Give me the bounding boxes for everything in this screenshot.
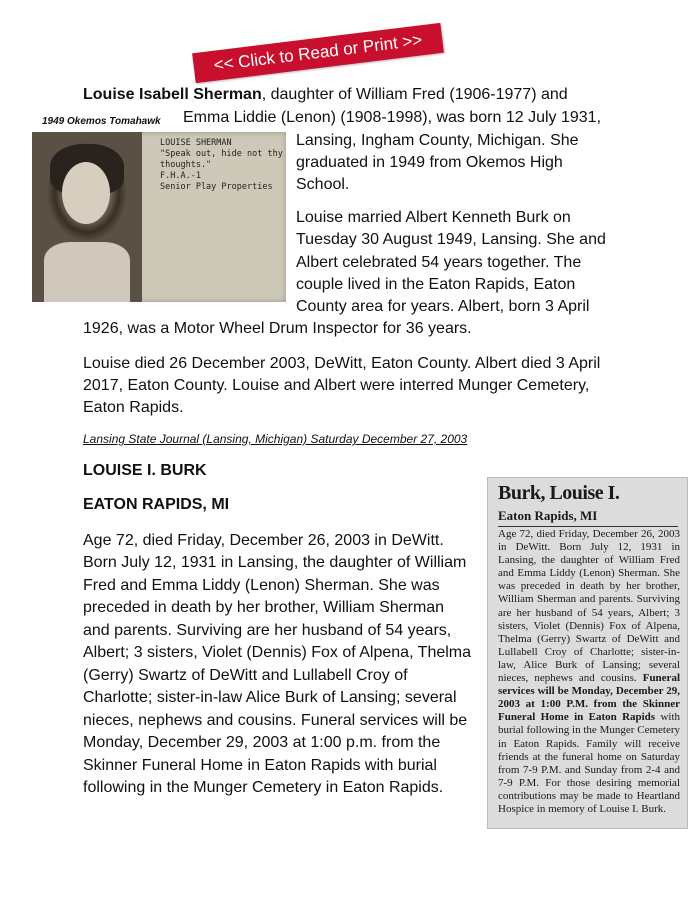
intro-line-4: graduated in 1949 from Okemos High <box>296 154 563 171</box>
source-citation: Lansing State Journal (Lansing, Michigan) Saturday December 27, 2003 <box>83 432 468 446</box>
clipping-rule <box>498 526 678 527</box>
intro-line-2: Emma Liddie (Lenon) (1908-1998), was born 12 July 1931, <box>183 109 602 126</box>
obit-line-8: Charlotte; sister-in-law Alice Burk of Lansing; several <box>83 689 457 706</box>
obituary-name: LOUISE I. BURK <box>83 462 207 479</box>
clipping-body: Age 72, died Friday, December 26, 2003 in DeWitt. Born July 12, 1931 in Lansing, the daughter of William Fred and Emma Liddy (Lenon) Sherman. She was preceded in death by her brother, William Sherman and parents. Surviving are her husband of 54 years, Albert; 3 sisters, Violet (Dennis) Fox of Alpena, Thelma (Gerry) Swartz of DeWitt and Lullabell Croy of Charlotte; sister-in-law, Alice Burk of Lansing; several nieces, nephews and cousins. Funeral services will be Monday, December 29, 2003 at 1:00 P.M. from the Skinner Funeral Home in Eaton Rapids with burial following in the Munger Cemetery in Eaton Rapids. Family will receive friends at the funeral home on Saturday from 7-9 P.M. and Sunday from 2-4 and 7-9 P.M. For those desiring memorial contributions may be made to Heartland Hospice in memory of Louise I. Burk. <box>498 528 680 815</box>
obit-line-2: Born July 12, 1931 in Lansing, the daughter of William <box>83 554 467 571</box>
obituary-place: EATON RAPIDS, MI <box>83 496 230 513</box>
obit-line-3: Fred and Emma Liddy (Lenon) Sherman. She was <box>83 577 440 594</box>
intro-line-1: Louise Isabell Sherman, daughter of William Fred (1906-1977) and <box>83 86 568 103</box>
yearbook-photo <box>32 132 286 302</box>
clipping-place: Eaton Rapids, MI <box>498 508 598 523</box>
marriage-line-4: couple lived in the Eaton Rapids, Eaton <box>296 276 576 293</box>
yearbook-entry-text: LOUISE SHERMAN "Speak out, hide not thy thoughts." F.H.A.-1 Senior Play Properties <box>160 138 283 192</box>
marriage-line-6: 1926, was a Motor Wheel Drum Inspector for 36 years. <box>83 320 472 337</box>
obit-line-5: and parents. Surviving are her husband of 54 years, <box>83 622 452 639</box>
obit-line-10: Monday, December 29, 2003 at 1:00 p.m. from the <box>83 734 441 751</box>
marriage-line-1: Louise married Albert Kenneth Burk on <box>296 209 571 226</box>
subject-name: Louise Isabell Sherman <box>83 86 262 103</box>
yearbook-caption: 1949 Okemos Tomahawk <box>42 116 161 127</box>
obit-line-9: nieces, nephews and cousins. Funeral services will be <box>83 712 468 729</box>
marriage-line-3: Albert celebrated 54 years together. The <box>296 254 582 271</box>
obit-line-6: Albert; 3 sisters, Violet (Dennis) Fox of Alpena, Thelma <box>83 644 472 661</box>
intro-line-5: School. <box>296 176 350 193</box>
obit-line-7: (Gerry) Swartz of DeWitt and Lullabell Croy of <box>83 667 408 684</box>
intro-line-3: Lansing, Ingham County, Michigan. She <box>296 132 579 149</box>
obit-line-12: following in the Munger Cemetery in Eaton Rapids. <box>83 779 444 796</box>
click-to-read-banner[interactable]: << Click to Read or Print >> <box>192 23 444 83</box>
marriage-line-2: Tuesday 30 August 1949, Lansing. She and <box>296 231 606 248</box>
obit-line-11: Skinner Funeral Home in Eaton Rapids with burial <box>83 757 437 774</box>
death-line-1: Louise died 26 December 2003, DeWitt, Eaton County. Albert died 3 April <box>83 355 601 372</box>
death-line-3: Eaton Rapids. <box>83 399 184 416</box>
clipping-name: Burk, Louise I. <box>498 482 620 504</box>
obit-line-4: preceded in death by her brother, William Sherman <box>83 599 445 616</box>
marriage-line-5: County area for years. Albert, born 3 April <box>296 298 590 315</box>
newspaper-clipping <box>487 477 688 829</box>
death-line-2: 2017, Eaton County. Louise and Albert were interred Munger Cemetery, <box>83 377 590 394</box>
obit-line-1: Age 72, died Friday, December 26, 2003 in DeWitt. <box>83 532 444 549</box>
portrait-photo <box>32 132 142 302</box>
